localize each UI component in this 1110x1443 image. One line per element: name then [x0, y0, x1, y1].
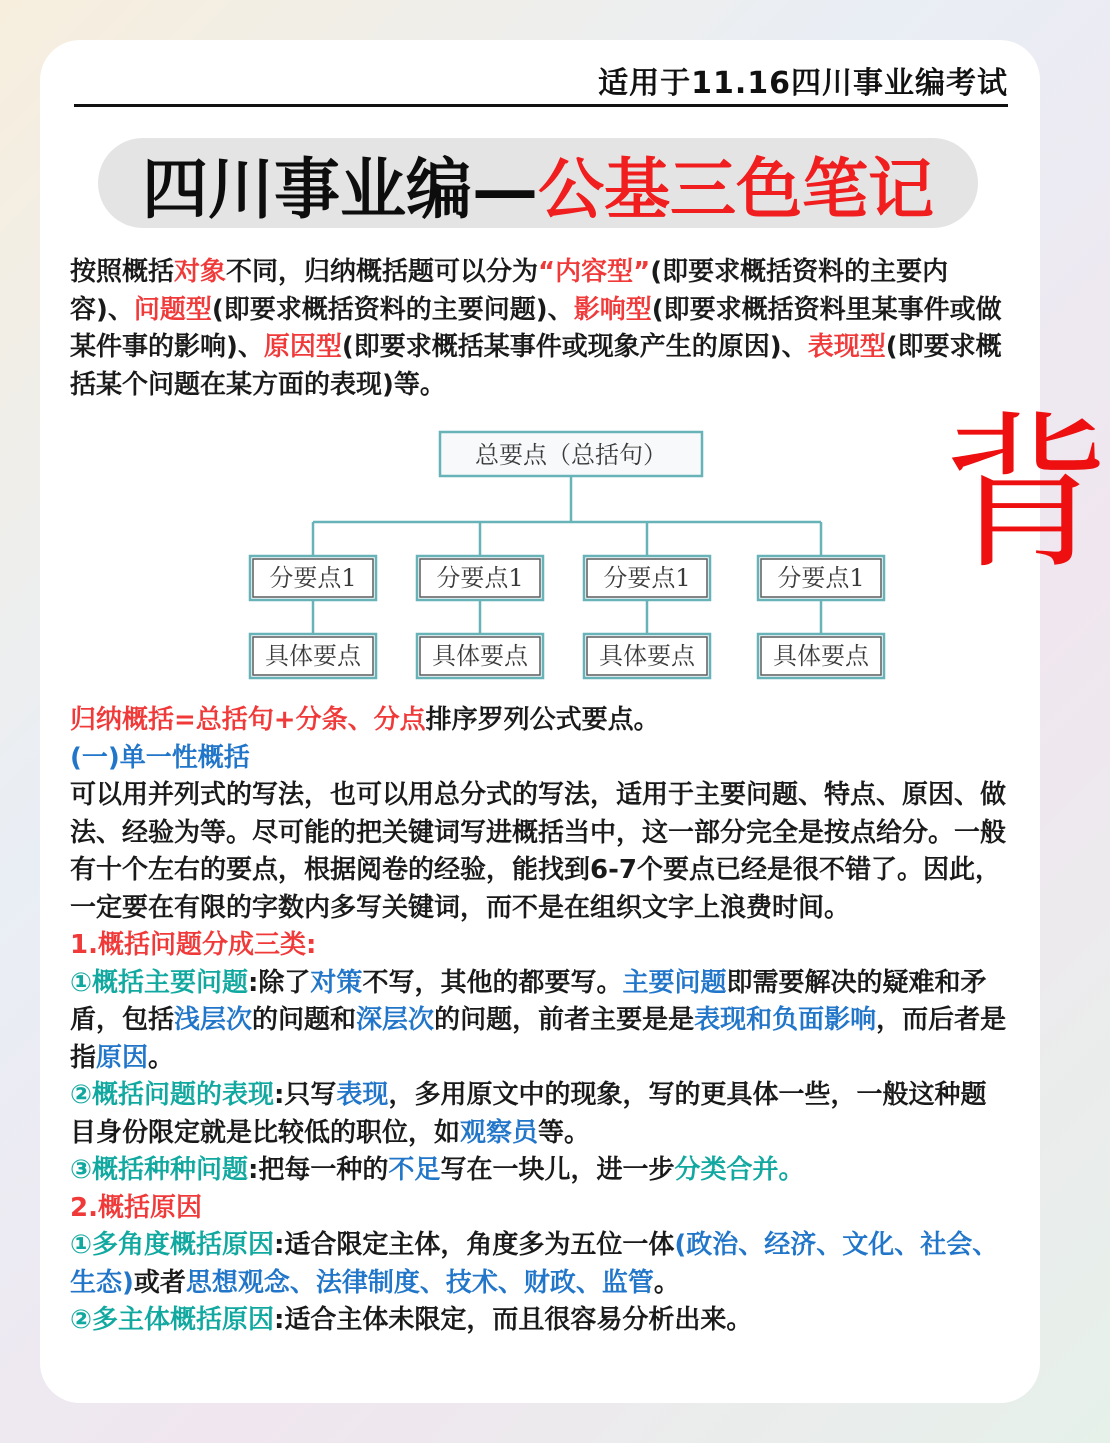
body-line-5-text-3: ，多用原文中的现象，写的更具体一些，一般这种题目身份限定就是比较低的职位，如 — [70, 1080, 987, 1148]
body-line-5-text-2: 表现 — [336, 1080, 389, 1110]
body-line-5-text-5: 等。 — [538, 1117, 591, 1148]
tree-svg — [230, 422, 900, 692]
body-line — [70, 777, 1010, 927]
body-line-4-text-0: ①概括主要问题 — [70, 967, 249, 998]
detail-node-label: 具体要点 — [432, 642, 528, 670]
intro-text-5: 问题型 — [133, 294, 212, 325]
body-line-4-text-11: ，而后者是指 — [70, 1005, 1007, 1073]
branch-node-label: 分要点1 — [777, 564, 865, 592]
exam-tag: 适用于11.16四川事业编考试 — [598, 66, 1008, 101]
detail-node-label: 具体要点 — [773, 642, 869, 670]
root-node-label: 总要点（总括句） — [475, 441, 667, 469]
title-red-part: 公基三色笔记 — [538, 149, 934, 228]
body-line-9-text-0: ②多主体概括原因 — [70, 1305, 275, 1335]
body-line-4-text-3: 不写，其他的都要写。 — [362, 967, 623, 998]
intro-paragraph — [70, 254, 1010, 404]
body-line-5-text-1: :只写 — [274, 1080, 337, 1110]
tree-edges — [313, 476, 821, 634]
body-content — [70, 702, 1010, 1340]
page-title — [98, 138, 978, 228]
body-line-6-text-2: 不足 — [388, 1155, 441, 1185]
body-line-4-text-10: 表现和负面影响 — [694, 1005, 877, 1035]
body-line-4-text-5: 即需要解决的疑难和矛盾，包括 — [70, 967, 987, 1035]
detail-node-label: 具体要点 — [265, 642, 361, 670]
body-line-4-text-7: 的问题和 — [252, 1005, 357, 1035]
title-black-part: 四川事业编— — [142, 149, 538, 228]
branch-node-label: 分要点1 — [269, 564, 357, 592]
body-line-3-text-0: 1.概括问题分成三类: — [70, 930, 317, 960]
detail-node-label: 具体要点 — [599, 642, 695, 670]
intro-text-11: 表现型 — [807, 332, 886, 362]
body-line-6-text-3: 写在一块儿，进一步 — [440, 1155, 675, 1185]
intro-text-1: 对象 — [174, 257, 227, 287]
body-line-8-text-3: 或者 — [133, 1267, 186, 1298]
intro-text-0: 按照概括 — [70, 257, 175, 287]
body-line-4-text-4: 主要问题 — [622, 967, 727, 998]
body-line — [70, 1077, 1010, 1152]
intro-text-6: (即要求概括资料的主要问题)、 — [211, 294, 574, 325]
body-line-6-text-4: 分类合并。 — [674, 1155, 805, 1185]
body-line-4-text-6: 浅层次 — [174, 1005, 253, 1035]
body-line-6-text-0: ③概括种种问题 — [70, 1155, 249, 1185]
intro-text-4: (即要求概括资料的主要内容)、 — [70, 257, 949, 325]
body-line-8-text-0: ①多角度概括原因 — [70, 1230, 275, 1260]
body-line-5-text-4: 观察员 — [460, 1117, 539, 1148]
body-line-8-text-5: 。 — [653, 1267, 680, 1298]
intro-text-8: (即要求概括资料里某事件或做某件事的影响)、 — [70, 294, 1002, 362]
body-line-4-text-12: 原因 — [96, 1042, 149, 1073]
body-line-7-text-0: 2.概括原因 — [70, 1192, 202, 1223]
body-line-8-text-1: :适合限定主体，角度多为五位一体 — [274, 1230, 675, 1260]
body-line-2-text-0: 可以用并列式的写法，也可以用总分式的写法，适用于主要问题、特点、原因、做法、经验为等。尽可能的把关键词写进概括当中，这一部分完全是按点给分。一般有十个左右的要点，根据阅卷的经验，能找到6-7个要点已经是很不错了。因此，一定要在有限的字数内多写关键词，而不是在组织文字上浪费时间。 — [70, 780, 1007, 923]
intro-text-3: “内容型” — [538, 257, 651, 287]
body-line-4-text-1: :除了 — [248, 967, 311, 998]
body-line — [70, 740, 1010, 778]
summary-tree-diagram — [230, 422, 900, 692]
branch-node-label: 分要点1 — [436, 564, 524, 592]
body-line-4-text-13: 。 — [148, 1042, 175, 1073]
intro-text-10: (即要求概括某事件或现象产生的原因)、 — [341, 332, 808, 362]
intro-text-7: 影响型 — [573, 294, 652, 325]
branch-node-label: 分要点1 — [603, 564, 691, 592]
body-line-1-text-0: (一)单一性概括 — [70, 742, 250, 773]
body-line-9-text-1: :适合主体未限定，而且很容易分析出来。 — [274, 1305, 753, 1335]
header-divider — [74, 104, 1008, 107]
body-line — [70, 1227, 1010, 1302]
body-line — [70, 927, 1010, 965]
body-line-8-text-4: 思想观念、法律制度、技术、财政、监管 — [185, 1267, 654, 1298]
memorize-mark: 背 — [942, 396, 1110, 592]
body-line-4-text-9: 的问题，前者主要是是 — [434, 1005, 695, 1035]
body-line — [70, 1302, 1010, 1340]
body-line-4-text-2: 对策 — [310, 967, 363, 998]
body-line-0-text-0: 归纳概括=总括句+分条、分点 — [70, 705, 426, 735]
body-line-4-text-8: 深层次 — [356, 1005, 435, 1035]
body-line — [70, 1190, 1010, 1228]
body-line — [70, 702, 1010, 740]
body-line-8-text-2: (政治、经济、文化、社会、生态) — [70, 1230, 999, 1298]
intro-text-9: 原因型 — [263, 332, 342, 362]
body-line-6-text-1: :把每一种的 — [248, 1155, 389, 1185]
tree-nodes — [250, 432, 884, 678]
intro-text-2: 不同，归纳概括题可以分为 — [226, 257, 539, 287]
body-line — [70, 965, 1010, 1078]
body-line — [70, 1152, 1010, 1190]
body-line-5-text-0: ②概括问题的表现 — [70, 1080, 275, 1110]
body-line-0-text-1: 排序罗列公式要点。 — [425, 705, 660, 735]
intro-text-12: (即要求概括某个问题在某方面的表现)等。 — [70, 332, 1002, 400]
